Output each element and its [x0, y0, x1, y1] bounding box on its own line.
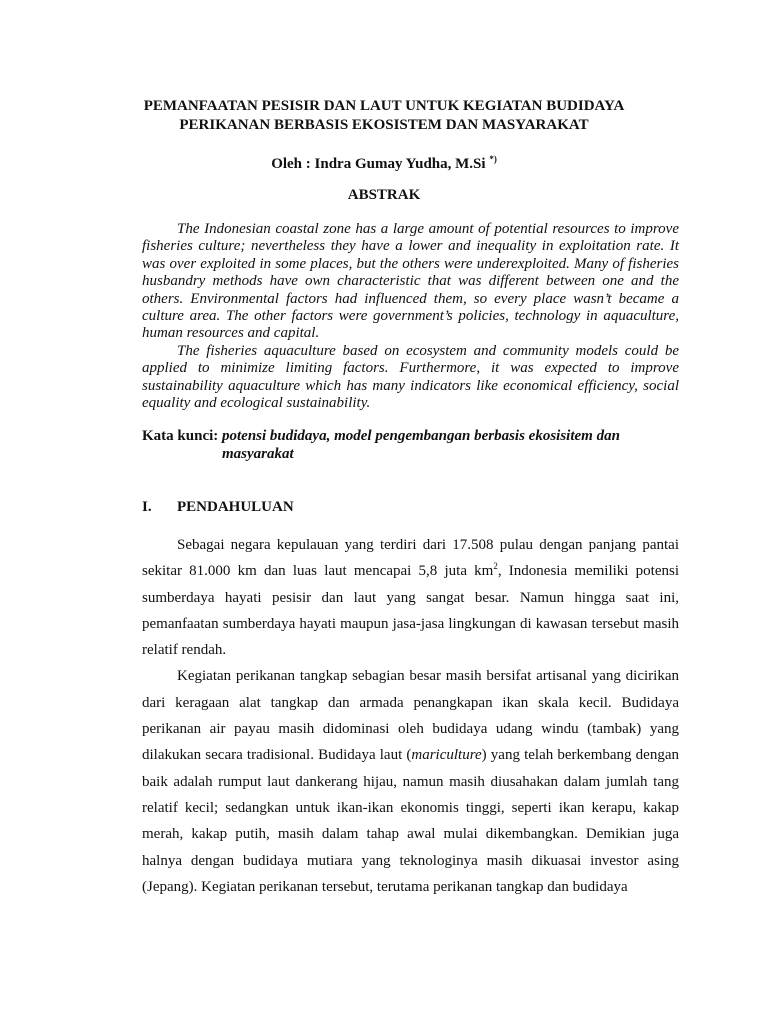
author-prefix: Oleh :: [271, 156, 315, 172]
keywords-label: Kata kunci:: [142, 428, 219, 444]
body-p2-text-a: Kegiatan perikanan tangkap sebagian besar masih bersifat artisanal yang dicirikan dari keragaan alat tangkap dan armada penangkapan ikan skala kecil. Budidaya perikanan air payau masih didominasi oleh budidaya udang windu (tambak) yang dilakukan secara tradisional. Budidaya laut (: [142, 668, 679, 764]
body-p1-text-b: , Indonesia memiliki potensi sumberdaya hayati pesisir dan laut yang sangat besar. Namun hingga saat ini, pemanfaatan sumberdaya hayati maupun jasa-jasa lingkungan di kawasan tersebut masih relatif rendah.: [142, 563, 680, 659]
abstract-heading: ABSTRAK: [347, 187, 421, 203]
body-p2-italic-term: mariculture: [411, 747, 482, 764]
paper-title: [100, 97, 668, 135]
body-paragraph-1: [142, 532, 679, 663]
section-number: I.: [142, 499, 152, 515]
abstract-paragraph-1: The Indonesian coastal zone has a large amount of potential resources to improve fisheries culture; nevertheless they have a lower and inequality in exploitation rate. It was over exploited in some places, but the others were underexploited. Many of fisheries husbandry methods have own characteristic that was different between one and the others. Environmental factors had influenced them, so every place wasn’t became a culture area. The other factors were government’s policies, technology in aquaculture, human resources and capital.: [142, 221, 679, 342]
keywords: [142, 428, 679, 463]
abstract-body: [142, 221, 679, 412]
body-p2-text-b: ) yang telah berkembang dengan baik adalah rumput laut dankerang hijau, namun masih diusahakan dalam jumlah tang relatif kecil; sedangkan untuk ikan-ikan ekonomis tinggi, seperti ikan kerapu, kakap merah, kakap putih, masih dalam tahap awal mulai dikembangkan. Demikian juga halnya dengan budidaya mutiara yang teknologinya masih dikuasai investor asing (Jepang). Kegiatan perikanan tersebut, terutama perikanan tangkap dan budidaya: [142, 747, 679, 895]
section-heading: [142, 498, 294, 517]
section-title: PENDAHULUAN: [177, 499, 294, 515]
body-paragraph-2: [142, 663, 679, 900]
section-body: [142, 532, 679, 900]
title-line-1: PEMANFAATAN PESISIR DAN LAUT UNTUK KEGIATAN BUDIDAYA: [143, 98, 625, 114]
author-name: Indra Gumay Yudha, M.Si: [314, 156, 490, 172]
author-footnote-mark: *): [489, 154, 497, 164]
abstract-paragraph-2: The fisheries aquaculture based on ecosystem and community models could be applied to minimize limiting factors. Furthermore, it was expected to improve sustainability aquaculture which has many indicators like economical efficiency, social equality and ecological sustainability.: [142, 342, 679, 412]
superscript-2: 2: [493, 561, 498, 572]
author-line: [100, 150, 668, 174]
title-line-2: PERIKANAN BERBASIS EKOSISTEM DAN MASYARAKAT: [179, 117, 589, 133]
body-p1-text-a: Sebagai negara kepulauan yang terdiri dari 17.508 pulau dengan panjang pantai sekitar 81.000 km dan luas laut mencapai 5,8 juta km: [142, 537, 679, 580]
keywords-value: potensi budidaya, model pengembangan berbasis ekosisitem dan masyarakat: [222, 428, 620, 462]
